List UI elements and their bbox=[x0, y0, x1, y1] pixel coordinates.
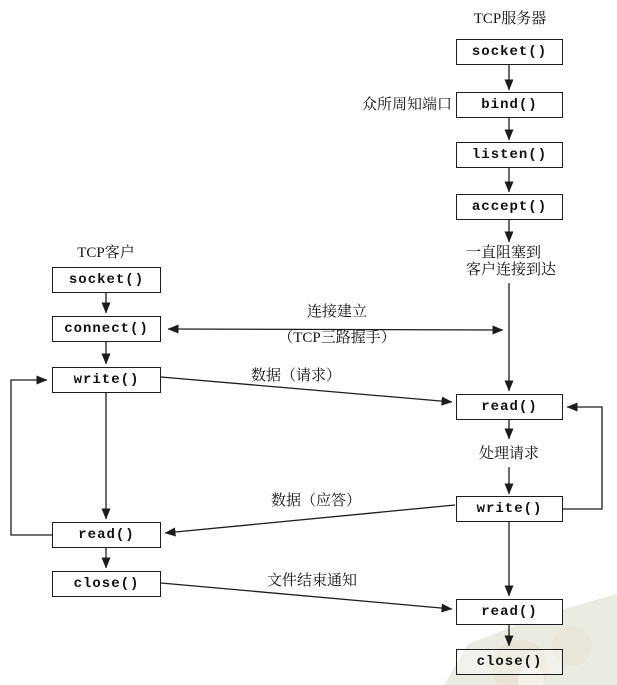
server-close-box: close() bbox=[456, 649, 563, 675]
blocking-note-line1: 一直阻塞到 bbox=[466, 245, 542, 261]
client-read-box: read() bbox=[52, 522, 161, 548]
well-known-port-label: 众所周知端口 bbox=[361, 97, 452, 113]
arrow-client-loop bbox=[11, 380, 52, 535]
client-column-title: TCP客户 bbox=[77, 245, 135, 261]
server-accept-box: accept() bbox=[456, 194, 563, 220]
server-listen-box: listen() bbox=[456, 142, 563, 168]
blocking-note-line2: 客户连接到达 bbox=[466, 262, 557, 278]
eof-notice-label: 文件结束通知 bbox=[266, 573, 357, 589]
server-socket-box: socket() bbox=[456, 39, 563, 65]
server-read2-box: read() bbox=[456, 599, 563, 625]
process-request-note: 处理请求 bbox=[478, 446, 539, 462]
client-write-box: write() bbox=[52, 367, 161, 393]
server-bind-box: bind() bbox=[456, 92, 563, 118]
data-reply-label: 数据（应答） bbox=[270, 493, 361, 509]
data-request-label: 数据（请求） bbox=[250, 368, 341, 384]
client-close-box: close() bbox=[52, 571, 161, 597]
client-connect-box: connect() bbox=[52, 316, 161, 342]
blocking-note bbox=[466, 245, 556, 279]
connection-label-line1: 连接建立 bbox=[306, 304, 367, 320]
server-column-title: TCP服务器 bbox=[473, 11, 547, 27]
server-write-box: write() bbox=[456, 496, 563, 522]
client-socket-box: socket() bbox=[52, 267, 161, 293]
connection-label-line2: （TCP三路握手） bbox=[278, 330, 396, 346]
server-read-box: read() bbox=[456, 394, 563, 420]
